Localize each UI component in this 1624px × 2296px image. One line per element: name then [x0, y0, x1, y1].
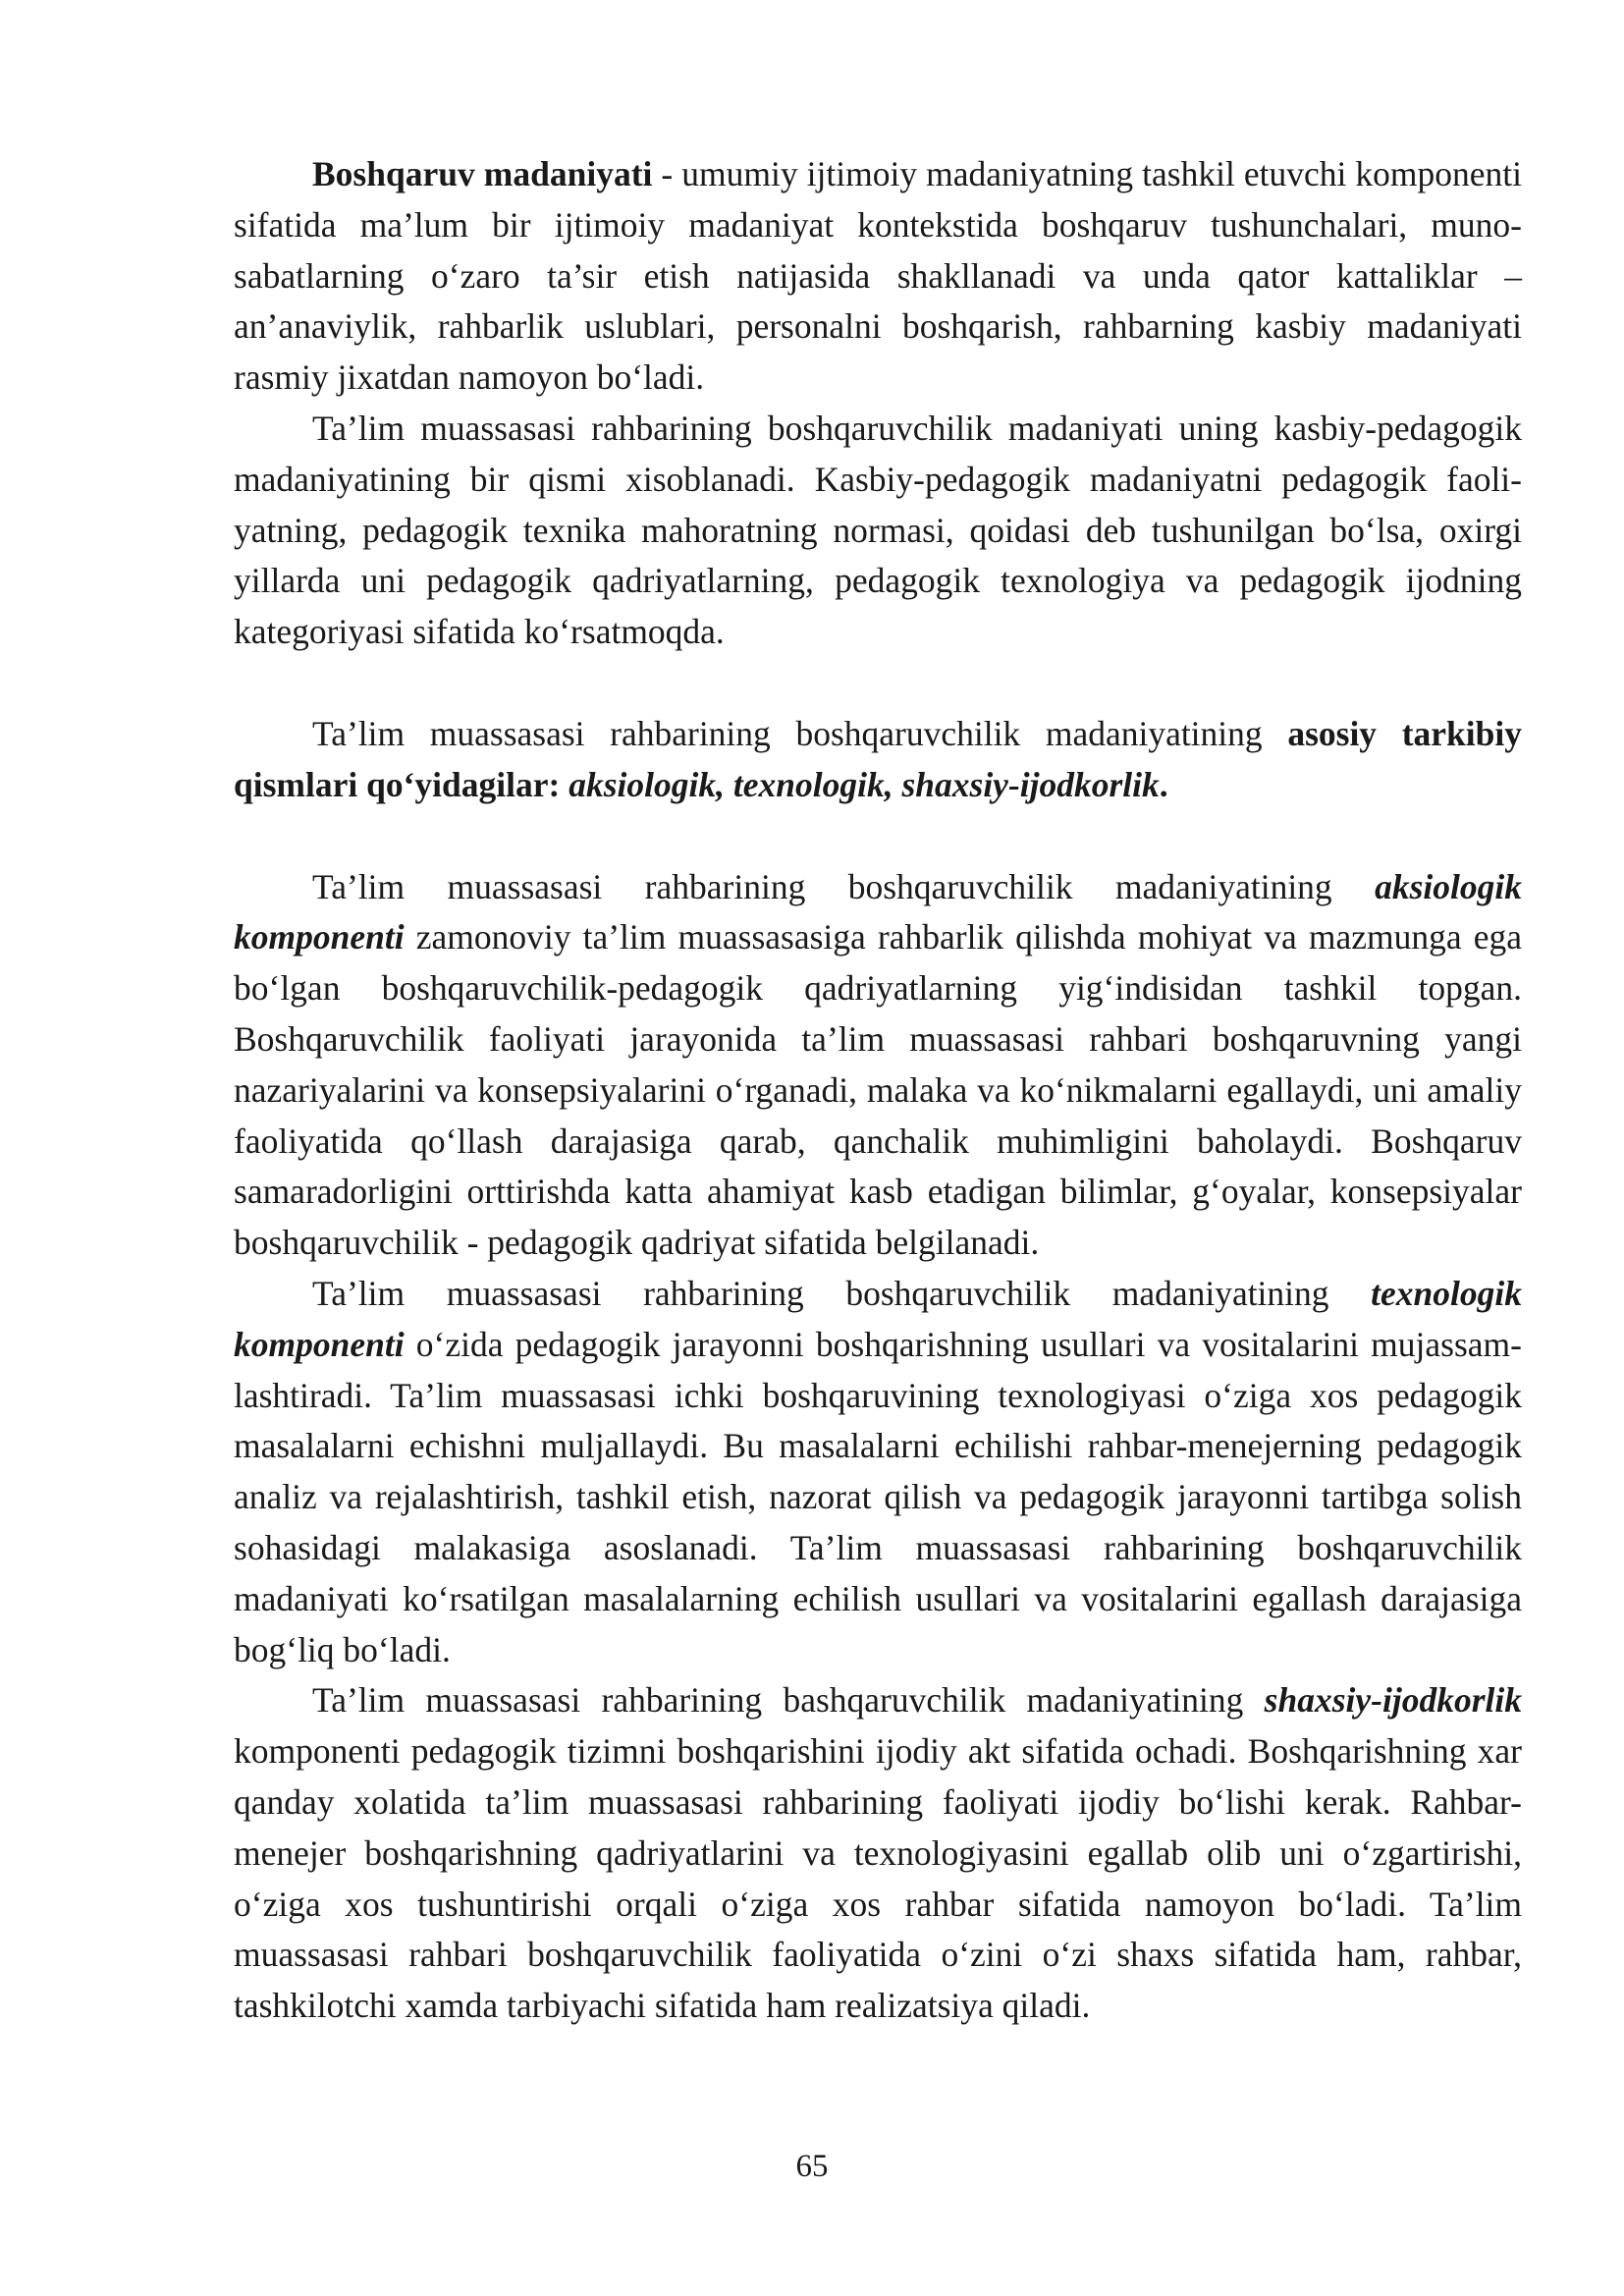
- paragraph-components-list: [234, 709, 1522, 811]
- term-texnologik-komponenti: texnologik komponenti: [234, 1273, 1522, 1364]
- paragraph-text: Ta’lim muassasasi rahbarining boshqaruvchilik madaniyatining: [312, 1273, 1372, 1313]
- paragraph-text: Ta’lim muassasasi rahbarining boshqaruvchilik madaniyatining: [312, 866, 1376, 906]
- paragraph-texnologik: [234, 1269, 1522, 1675]
- paragraph-text: Ta’lim muassasasi rahbarining bashqaruvchilik madaniyatining: [312, 1680, 1265, 1721]
- emphasis-component-names: [568, 765, 1160, 804]
- paragraph-spacer: [234, 658, 1522, 709]
- paragraph-text: - umumiy ijtimoiy madaniyatning tashkil etuvchi komponenti sifatida ma’lum bir ijtimoiy madaniyat kontekstida boshqaruv tushunchalari, muno-sabatlarning o‘zaro ta’sir etish natijasida shakllanadi va unda qator kattaliklar – an’anaviylik, rahbarlik uslublari, personalni boshqarish, rahbarning kasbiy madaniyati rasmiy jixatdan namoyon bo‘ladi.: [234, 154, 1522, 398]
- term-aksiologik-komponenti: aksiologik komponenti: [234, 866, 1522, 957]
- paragraph-text: Ta’lim muassasasi rahbarining boshqaruvchilik madaniyati uning kasbiy-pedagogik madaniyatining bir qismi xisoblanadi. Kasbiy-pedagogik madaniyatni pedagogik faoli-yatning, pedagogik texnika mahoratning normasi, qoidasi deb tushunilgan bo‘lsa, oxirgi yillarda uni pedagogik qadriyatlarning, pedagogik texnologiya va pedagogik ijodning kategoriyasi sifatida ko‘rsatmoqda.: [234, 408, 1522, 652]
- term-boshqaruv-madaniyati: Boshqaruv madaniyati: [312, 154, 653, 193]
- document-page: [234, 149, 1522, 2032]
- emphasis-shaxsiy-ijodkorlik: [1265, 1680, 1522, 1720]
- paragraph-definition: [234, 149, 1522, 404]
- paragraph-spacer: [234, 811, 1522, 862]
- emphasis-asosiy-tarkibiy: asosiy tarkibiy qismlari qo‘yidagilar:: [234, 713, 1522, 804]
- term-shaxsiy-ijodkorlik: shaxsiy-ijodkorlik: [1264, 1680, 1522, 1721]
- paragraph-text: Ta’lim muassasasi rahbarining boshqaruvchilik madaniyatining: [312, 713, 1288, 753]
- paragraph-text: zamonoviy ta’lim muassasasiga rahbarlik qilishda mohiyat va mazmunga ega bo‘lgan boshqaruvchilik-pedagogik qadriyatlarning yig‘indisidan tashkil topgan. Boshqaruvchilik faoliyati jarayonida ta’lim muassasasi rahbari boshqaruvning yangi nazariyalarini va konsepsiyalarini o‘rganadi, malaka va ko‘nikmalarni egallaydi, uni amaliy faoliyatida qo‘llash darajasiga qarab, qanchalik muhimligini baholaydi. Boshqaruv samaradorligini orttirishda katta ahamiyat kasb etadigan bilimlar, g‘oyalar, konsepsiyalar boshqaruvchilik - pedagogik qadriyat sifatida belgilanadi.: [234, 917, 1522, 1263]
- paragraph-text: komponenti pedagogik tizimni boshqarishini ijodiy akt sifatida ochadi. Boshqarishning xar qanday xolatida ta’lim muassasasi rahbarining faoliyati ijodiy bo‘lishi kerak. Rahbar-menejer boshqarishning qadriyatlarini va texnologiyasini egallab olib uni o‘zgartirishi, o‘ziga xos tushuntirishi orqali o‘ziga xos rahbar sifatida namoyon bo‘ladi. Ta’lim muassasasi rahbari boshqaruvchilik faoliyatida o‘zini o‘zi shaxs sifatida ham, rahbar, tashkilotchi xamda tarbiyachi sifatida ham realizatsiya qiladi.: [234, 1731, 1522, 2026]
- page-number: 65: [795, 2149, 829, 2184]
- paragraph-shaxsiy-ijodkorlik: [234, 1675, 1522, 2032]
- paragraph-kasbiy-pedagogik: [234, 404, 1522, 658]
- paragraph-text: o‘zida pedagogik jarayonni boshqarishning usullari va vositalarini mujassam-lashtiradi. Ta’lim muassasasi ichki boshqaruvining texnologiyasi o‘ziga xos pedagogik masalalarni echishni muljallaydi. Bu masalalarni echilishi rahbar-menejerning pedagogik analiz va rejalashtirish, tashkil etish, nazorat qilish va pedagogik jarayonni tartibga solish sohasidagi malakasiga asoslanadi. Ta’lim muassasasi rahbarining boshqaruvchilik madaniyati ko‘rsatilgan masalalarning echilish usullari va vositalarini egallash darajasiga bog‘liq bo‘ladi.: [234, 1324, 1522, 1669]
- paragraph-aksiologik: [234, 862, 1522, 1269]
- punctuation-period: .: [1159, 764, 1168, 804]
- component-names: aksiologik, texnologik, shaxsiy-ijodkorlik: [568, 764, 1160, 804]
